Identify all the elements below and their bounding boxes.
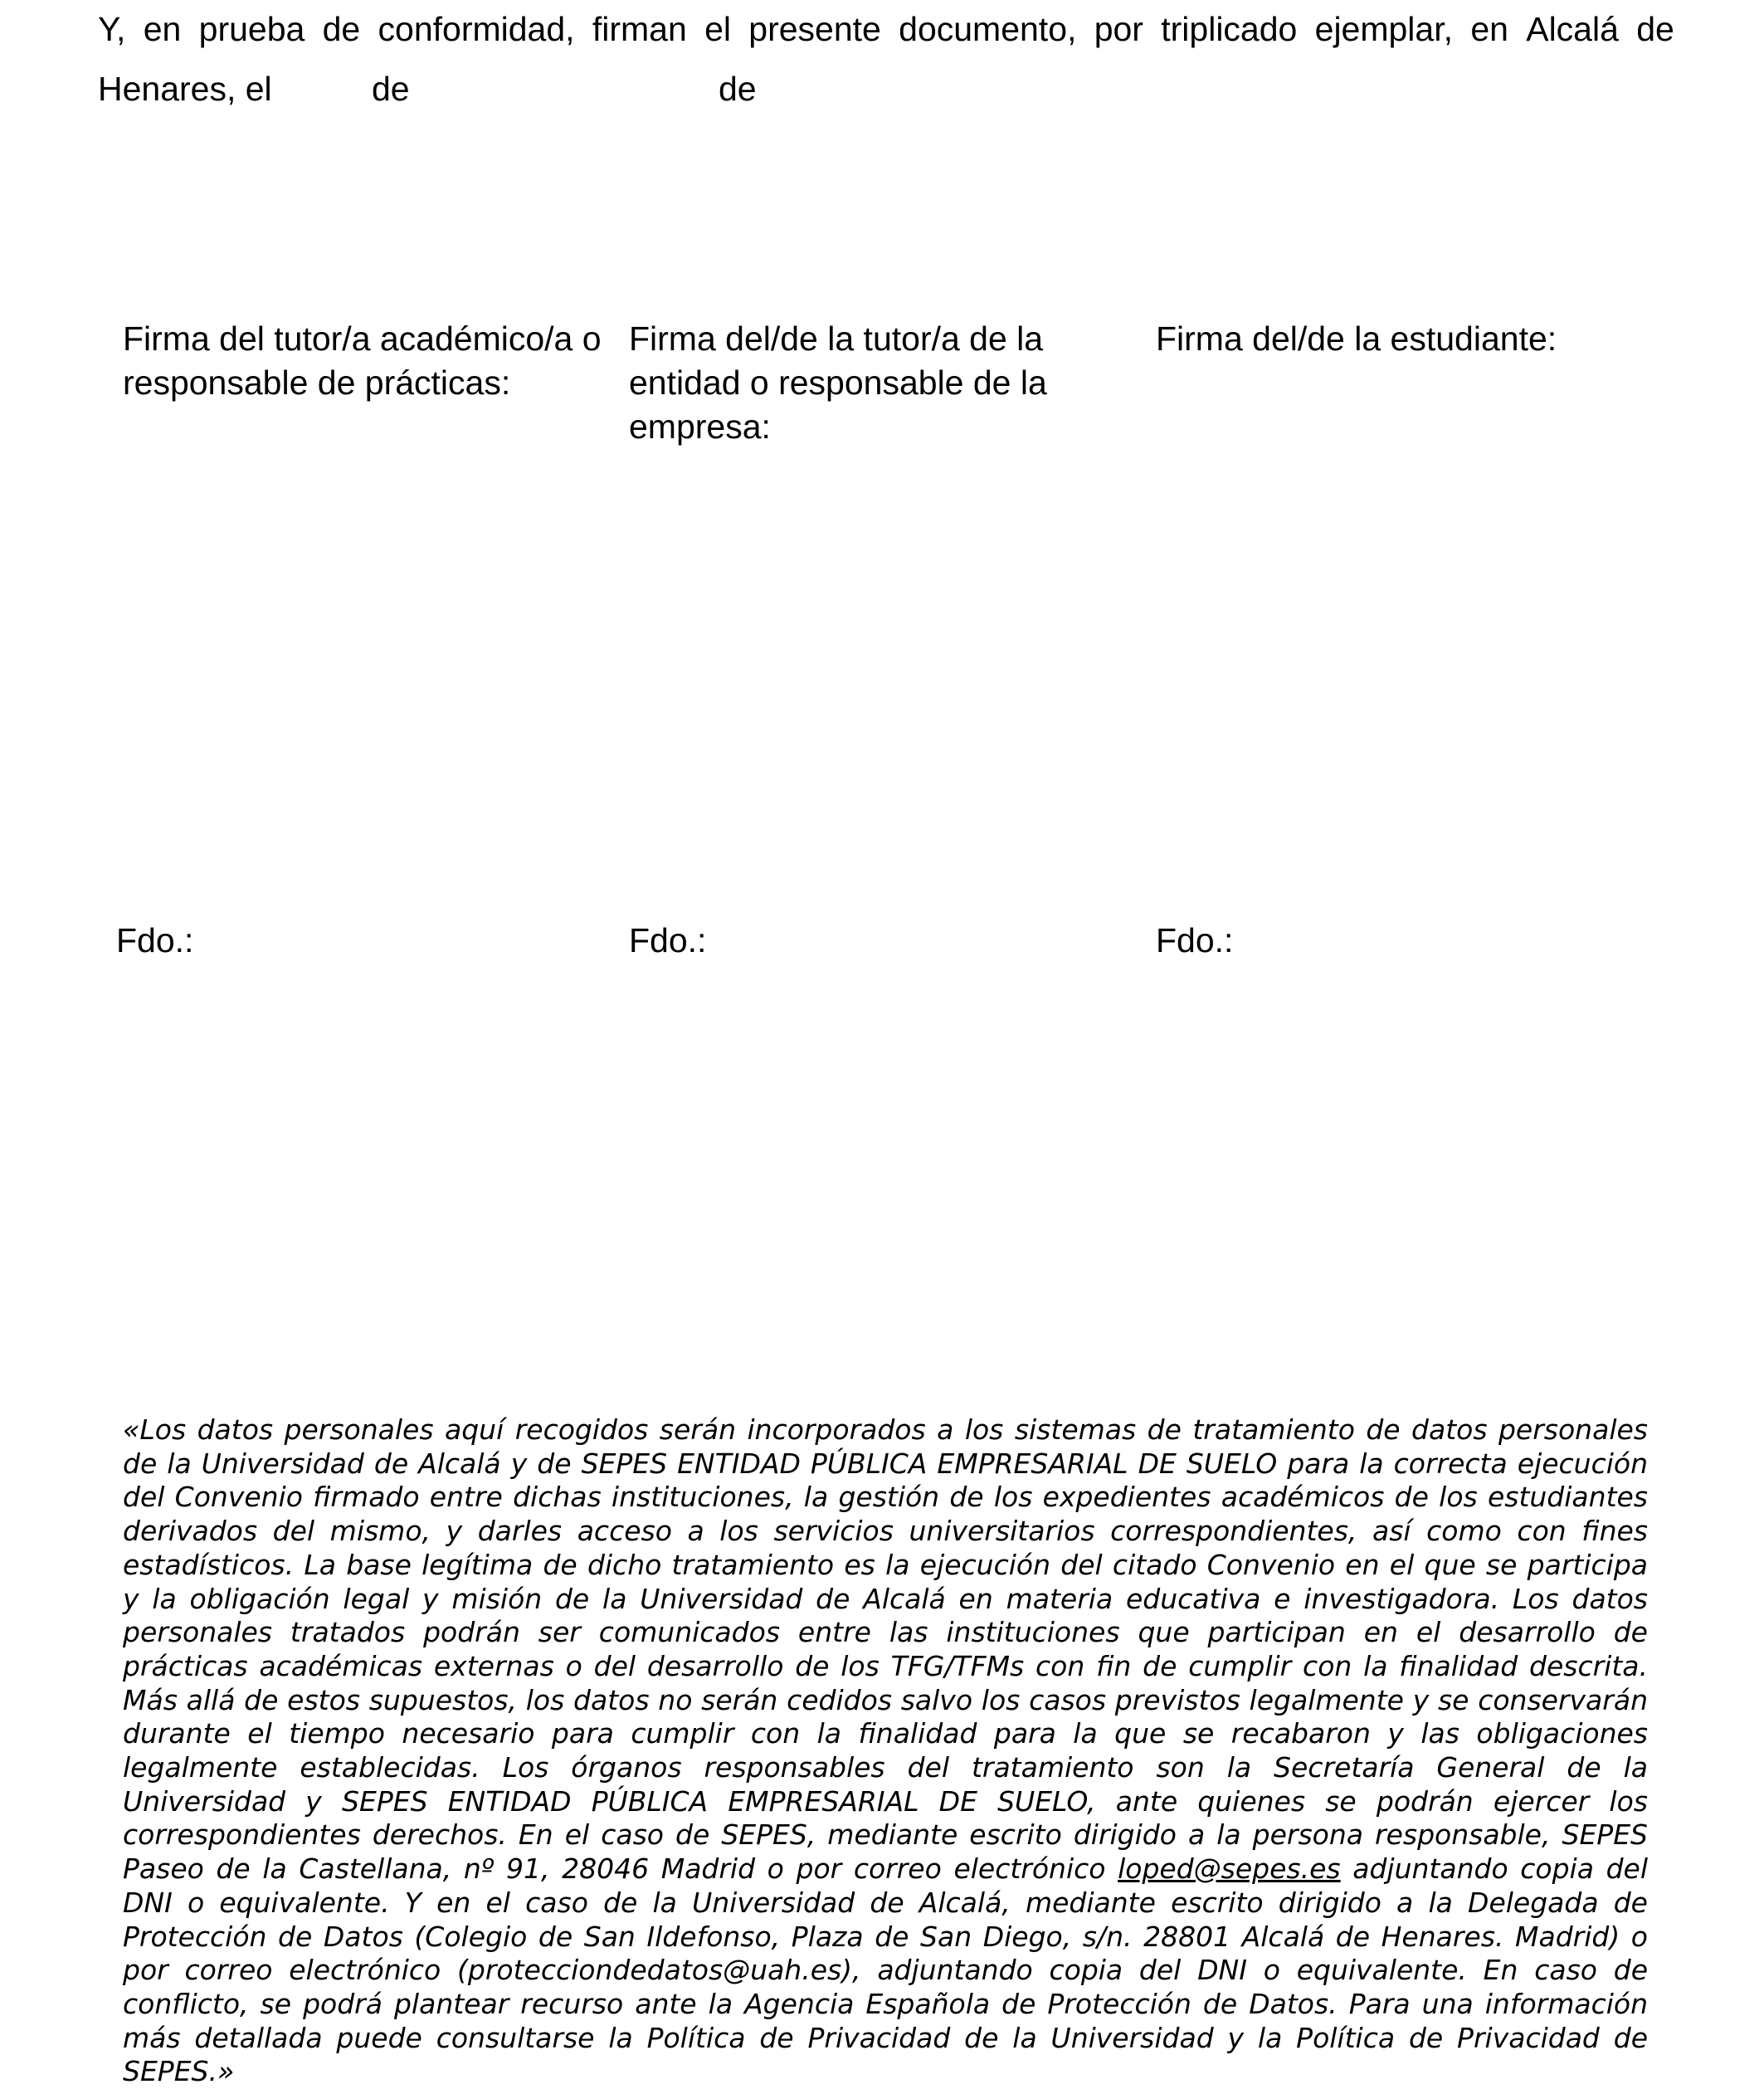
privacy-email-link[interactable]: loped@sepes.es: [1118, 1852, 1341, 1886]
intro-word: conformidad,: [378, 10, 575, 48]
intro-word: Y,: [98, 10, 126, 48]
signature-heading-student: Firma del/de la estudiante:: [1156, 320, 1557, 358]
intro-word: de: [1636, 10, 1674, 48]
intro-line-1: [98, 10, 1674, 49]
intro-word: en: [1470, 10, 1508, 48]
signature-heading-entity-tutor: Firma del/de la tutor/a de la entidad o responsable de la empresa:: [629, 320, 1047, 446]
intro-word: de: [322, 10, 361, 48]
signature-heading-academic-tutor: Firma del tutor/a académico/a o responsable de prácticas:: [123, 320, 602, 402]
signed-by-student: Fdo.:: [1156, 921, 1234, 959]
intro-word: presente: [748, 10, 881, 48]
privacy-text-part-2: adjuntando copia del DNI o equivalente. Y en el caso de la Universidad de Alcalá, mediante escrito dirigido a la Delegada de Protección de Datos (Colegio de San Ildefonso, Plaza de San Diego, s/n. 28801 Alcalá de Henares. Madrid) o por correo electrónico (protecciondedatos@uah.es), adjuntando copia del DNI o equivalente. En caso de conflicto, se podrá plantear recurso ante la Agencia Española de Protección de Datos. Para una información más detallada puede consultarse la Política de Privacidad de la Universidad y la Política de Privacidad de SEPES.»: [123, 1852, 1648, 2088]
intro-word: ejemplar,: [1314, 10, 1454, 48]
intro-word: prueba: [198, 10, 305, 48]
intro-word: por: [1094, 10, 1143, 48]
intro-word: en: [143, 10, 182, 48]
intro-word: firman: [592, 10, 687, 48]
intro-word: Alcalá: [1526, 10, 1619, 48]
signed-by-academic-tutor: Fdo.:: [116, 921, 194, 959]
intro-word: el: [704, 10, 731, 48]
intro-word: triplicado: [1161, 10, 1298, 48]
privacy-notice: [123, 1413, 1648, 2089]
intro-word: documento,: [899, 10, 1077, 48]
intro-date-de-1: de: [372, 70, 410, 108]
intro-date-de-2: de: [719, 70, 757, 108]
intro-place: Henares, el: [98, 70, 272, 108]
signed-by-entity-tutor: Fdo.:: [629, 921, 707, 959]
privacy-text-part-1: «Los datos personales aquí recogidos serán incorporados a los sistemas de tratamiento de datos personales de la Universidad de Alcalá y de SEPES ENTIDAD PÚBLICA EMPRESARIAL DE SUELO para la correcta ejecución del Convenio firmado entre dichas instituciones, la gestión de los expedientes académicos de los estudiantes derivados del mismo, y darles acceso a los servicios universitarios correspondientes, así como con fines estadísticos. La base legítima de dicho tratamiento es la ejecución del citado Convenio en el que se participa y la obligación legal y misión de la Universidad de Alcalá en materia educativa e investigadora. Los datos personales tratados podrán ser comunicados entre las instituciones que participan en el desarrollo de prácticas académicas externas o del desarrollo de los TFG/TFMs con fin de cumplir con la finalidad descrita. Más allá de estos supuestos, los datos no serán cedidos salvo los casos previstos legalmente y se conservarán durante el tiempo necesario para cumplir con la finalidad para la que se recabaron y las obligaciones legalmente establecidas. Los órganos responsables del tratamiento son la Secretaría General de la Universidad y SEPES ENTIDAD PÚBLICA EMPRESARIAL DE SUELO, ante quienes se podrán ejercer los correspondientes derechos. En el caso de SEPES, mediante escrito dirigido a la persona responsable, SEPES Paseo de la Castellana, nº 91, 28046 Madrid o por correo electrónico: [123, 1413, 1648, 1886]
